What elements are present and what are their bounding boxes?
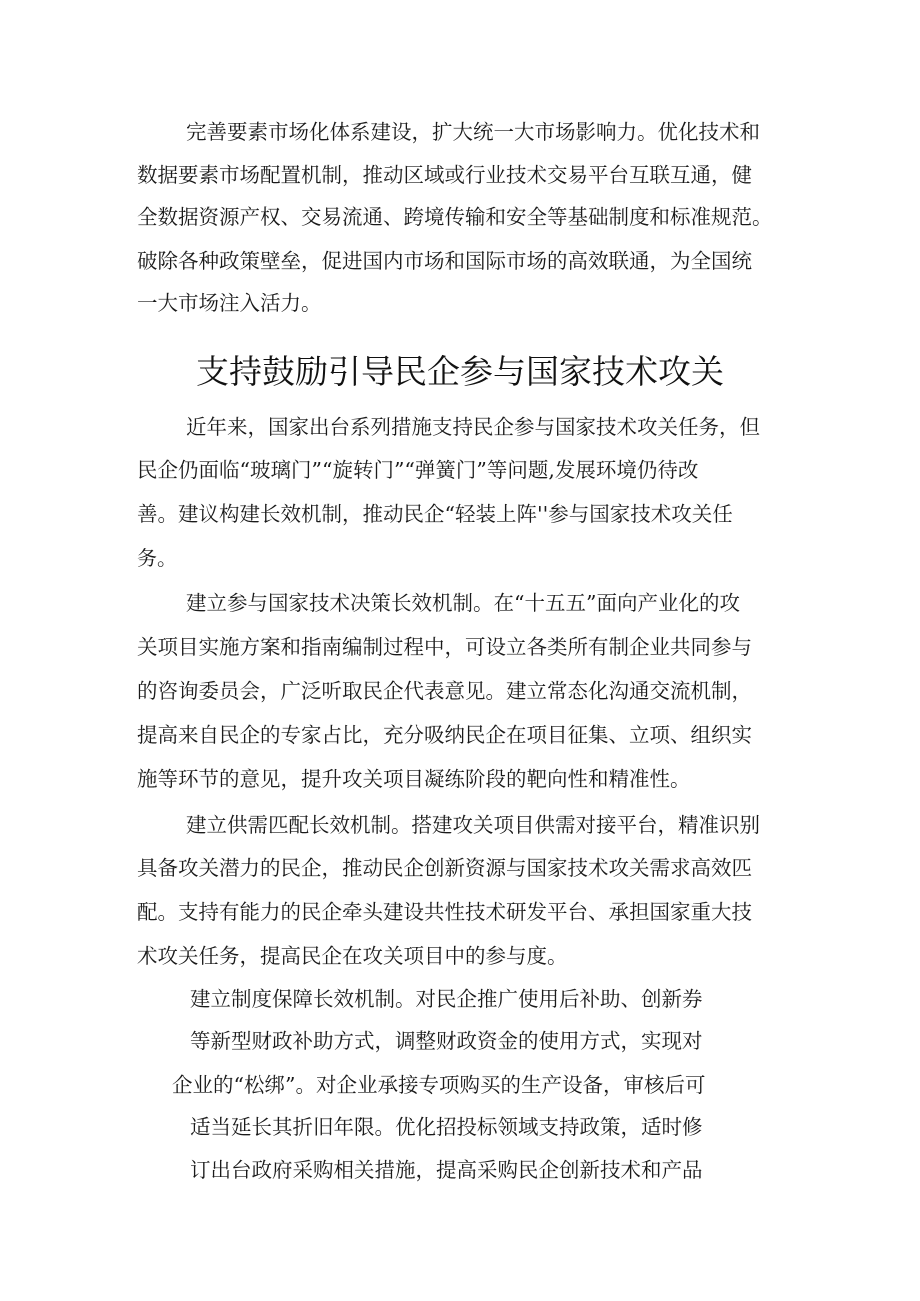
text-line: 建立参与国家技术决策长效机制。在“十五五”面向产业化的攻: [186, 591, 740, 615]
text-line: 提高来自民企的专家占比，充分吸纳民企在项目征集、立项、组织实: [137, 723, 752, 747]
section-title: 支持鼓励引导民企参与国家技术攻关: [196, 352, 724, 391]
text-line: 破除各种政策壁垒，促进国内市场和国际市场的高效联通，为全国统: [137, 249, 752, 273]
text-line: 务。: [137, 546, 177, 570]
text-line: 等新型财政补助方式，调整财政资金的使用方式，实现对: [190, 1029, 703, 1053]
text-line: 企业的“松绑”。对企业承接专项购买的生产设备，审核后可: [172, 1073, 706, 1097]
text-line: 近年来，国家出台系列措施支持民企参与国家技术攻关任务，但: [186, 415, 760, 439]
text-line: 配。支持有能力的民企牵头建设共性技术研发平台、承担国家重大技: [137, 900, 752, 924]
text-line: 订出台政府采购相关措施，提高采购民企创新技术和产品: [190, 1158, 703, 1182]
text-line: 民企仍面临“玻璃门”“旋转门”“弹簧门”等问题,发展环境仍待改: [137, 458, 699, 482]
text-line: 数据要素市场配置机制，推动区域或行业技术交易平台互联互通，健: [137, 163, 752, 187]
text-line: 善。建议构建长效机制，推动民企“轻装上阵''参与国家技术攻关任: [137, 502, 733, 526]
text-line: 术攻关任务，提高民企在攻关项目中的参与度。: [137, 944, 568, 968]
text-line: 完善要素市场化体系建设，扩大统一大市场影响力。优化技术和: [186, 120, 760, 144]
text-line: 建立制度保障长效机制。对民企推广使用后补助、创新券: [190, 987, 703, 1011]
text-line: 一大市场注入活力。: [137, 291, 322, 315]
text-line: 施等环节的意见，提升攻关项目凝练阶段的靶向性和精准性。: [137, 767, 691, 791]
text-line: 建立供需匹配长效机制。搭建攻关项目供需对接平台，精准识别: [186, 813, 760, 837]
text-line: 关项目实施方案和指南编制过程中，可设立各类所有制企业共同参与: [137, 635, 752, 659]
text-line: 的咨询委员会，广泛听取民企代表意见。建立常态化沟通交流机制，: [137, 679, 752, 703]
text-line: 全数据资源产权、交易流通、跨境传输和安全等基础制度和标准规范。: [137, 205, 773, 229]
text-line: 适当延长其折旧年限。优化招投标领域支持政策，适时修: [190, 1115, 703, 1139]
text-line: 具备攻关潜力的民企，推动民企创新资源与国家技术攻关需求高效匹: [137, 856, 752, 880]
